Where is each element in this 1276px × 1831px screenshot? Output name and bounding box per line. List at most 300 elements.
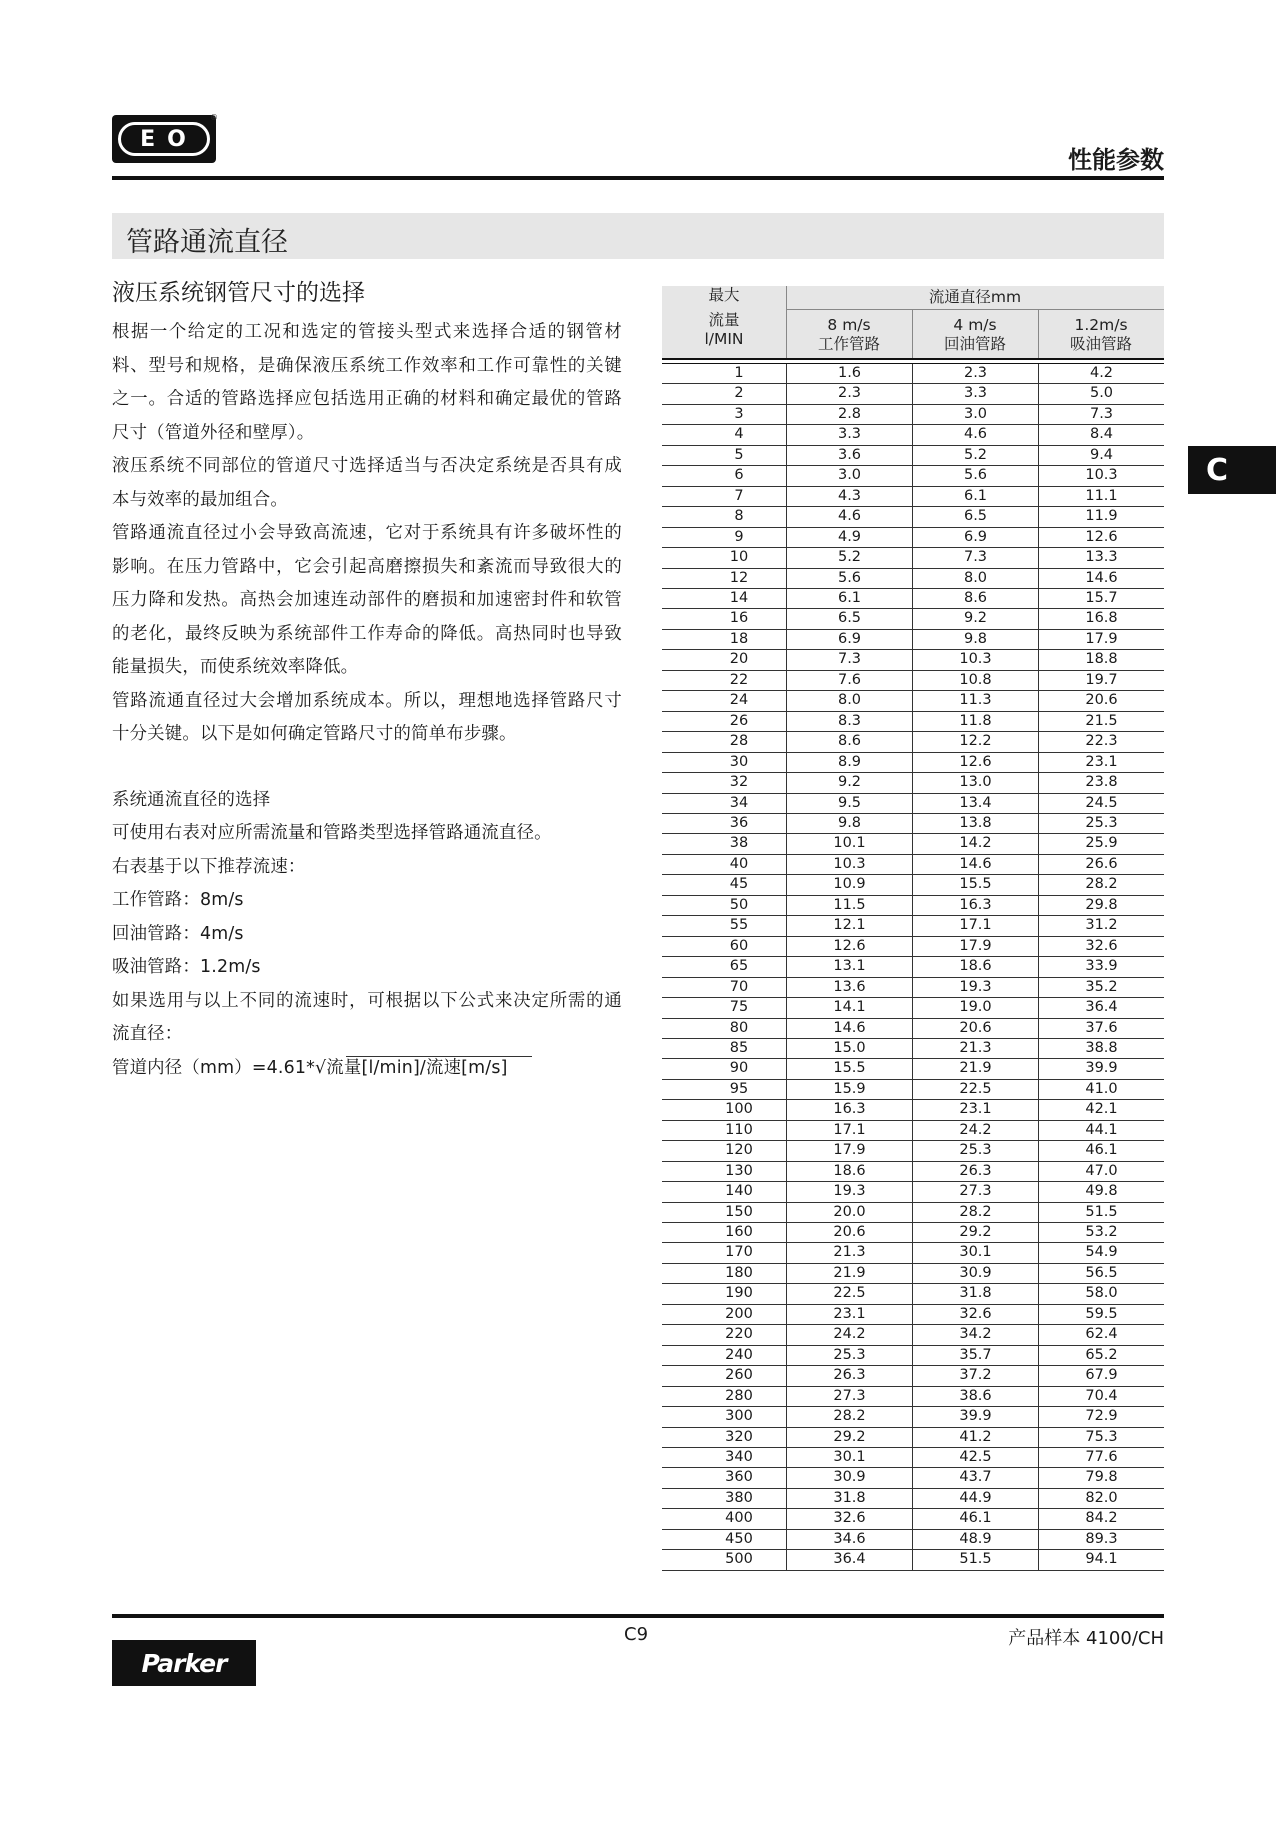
table-cell: 25.3 xyxy=(786,1346,912,1365)
table-cell: 450 xyxy=(725,1530,753,1547)
table-row xyxy=(662,753,1164,773)
table-cell: 160 xyxy=(725,1224,753,1241)
table-cell: 6.1 xyxy=(912,487,1038,506)
table-row xyxy=(662,384,1164,404)
table-row xyxy=(662,855,1164,875)
flow-diameter-table xyxy=(662,286,1164,1571)
table-row xyxy=(662,1182,1164,1202)
table-cell: 360 xyxy=(725,1469,753,1486)
table-cell: 33.9 xyxy=(1038,957,1164,976)
table-cell: 41.0 xyxy=(1038,1080,1164,1099)
table-cell: 47.0 xyxy=(1038,1162,1164,1181)
table-cell: 110 xyxy=(725,1121,753,1138)
table-cell: 9.4 xyxy=(1038,446,1164,465)
table-cell: 26.3 xyxy=(912,1162,1038,1181)
header-cell-suction xyxy=(1038,316,1164,354)
table-row xyxy=(662,364,1164,384)
table-cell: 8 xyxy=(734,508,744,525)
header-cell-work xyxy=(786,316,912,354)
table-cell: 36 xyxy=(729,814,749,831)
table-cell: 300 xyxy=(725,1408,753,1425)
table-row xyxy=(662,834,1164,854)
table-cell: 8.9 xyxy=(786,753,912,772)
table-cell: 84.2 xyxy=(1038,1509,1164,1528)
table-cell: 31.8 xyxy=(786,1489,912,1508)
table-cell: 5.6 xyxy=(786,569,912,588)
table-row xyxy=(662,1366,1164,1386)
table-cell: 8.6 xyxy=(912,589,1038,608)
table-row xyxy=(662,814,1164,834)
table-cell: 9.2 xyxy=(912,609,1038,628)
table-row xyxy=(662,1489,1164,1509)
table-cell: 3.3 xyxy=(912,384,1038,403)
table-cell: 34.6 xyxy=(786,1530,912,1549)
table-row xyxy=(662,446,1164,466)
registered-mark: ® xyxy=(210,113,218,122)
table-cell: 380 xyxy=(725,1489,753,1506)
table-row xyxy=(662,794,1164,814)
table-cell: 13.0 xyxy=(912,773,1038,792)
table-cell: 220 xyxy=(725,1326,753,1343)
header-divider xyxy=(786,309,1164,310)
table-cell: 20.0 xyxy=(786,1203,912,1222)
table-cell: 5.2 xyxy=(786,548,912,567)
table-row xyxy=(662,1550,1164,1570)
paragraph: 根据一个给定的工况和选定的管接头型式来选择合适的钢管材料、型号和规格，是确保液压系统工作效率和工作可靠性的关键之一。合适的管路选择应包括选用正确的材料和确定最优的管路尺寸（管道外径和壁厚）。 xyxy=(112,322,622,443)
table-cell: 16.3 xyxy=(912,896,1038,915)
table-cell: 82.0 xyxy=(1038,1489,1164,1508)
eo-logo-mark xyxy=(118,122,210,156)
table-cell: 28.2 xyxy=(786,1407,912,1426)
table-row xyxy=(662,712,1164,732)
table-row xyxy=(662,1243,1164,1263)
table-row xyxy=(662,1407,1164,1427)
page-category-title: 性能参数 xyxy=(1068,146,1164,174)
table-row xyxy=(662,1530,1164,1550)
paragraph: 管路流通直径过大会增加系统成本。所以，理想地选择管路尺寸十分关键。以下是如何确定管路尺寸的简单布步骤。 xyxy=(112,690,622,744)
table-cell: 20.6 xyxy=(786,1223,912,1242)
header-text: 1.2m/s xyxy=(1074,316,1128,334)
table-cell: 42.5 xyxy=(912,1448,1038,1467)
table-cell: 14.6 xyxy=(912,855,1038,874)
table-cell: 20.6 xyxy=(912,1019,1038,1038)
table-row xyxy=(662,1509,1164,1529)
table-cell: 56.5 xyxy=(1038,1264,1164,1283)
table-cell: 31.2 xyxy=(1038,916,1164,935)
table-row xyxy=(662,773,1164,793)
table-cell: 150 xyxy=(725,1203,753,1220)
table-cell: 62.4 xyxy=(1038,1325,1164,1344)
table-cell: 89.3 xyxy=(1038,1530,1164,1549)
table-row xyxy=(662,671,1164,691)
radical-bar xyxy=(346,1056,532,1057)
table-cell: 12 xyxy=(729,569,749,586)
table-cell: 11.3 xyxy=(912,691,1038,710)
table-cell: 41.2 xyxy=(912,1428,1038,1447)
footer-divider xyxy=(112,1614,1164,1618)
table-cell: 39.9 xyxy=(912,1407,1038,1426)
table-cell: 170 xyxy=(725,1244,753,1261)
table-row xyxy=(662,957,1164,977)
table-cell: 9.8 xyxy=(912,630,1038,649)
table-cell: 1 xyxy=(734,365,744,381)
table-cell: 23.1 xyxy=(1038,753,1164,772)
table-cell: 10.3 xyxy=(786,855,912,874)
table-cell: 32.6 xyxy=(912,1305,1038,1324)
table-row xyxy=(662,1346,1164,1366)
table-cell: 53.2 xyxy=(1038,1223,1164,1242)
table-cell: 13.6 xyxy=(786,978,912,997)
table-cell: 11.9 xyxy=(1038,507,1164,526)
table-cell: 18.8 xyxy=(1038,650,1164,669)
table-cell: 19.3 xyxy=(786,1182,912,1201)
table-cell: 5 xyxy=(734,446,744,463)
table-cell: 49.8 xyxy=(1038,1182,1164,1201)
table-cell: 12.2 xyxy=(912,732,1038,751)
table-cell: 6.9 xyxy=(912,528,1038,547)
table-cell: 17.9 xyxy=(912,937,1038,956)
text-line: 吸油管路：1.2m/s xyxy=(112,957,261,977)
table-cell: 15.9 xyxy=(786,1080,912,1099)
table-cell: 30.9 xyxy=(786,1468,912,1487)
table-cell: 5.0 xyxy=(1038,384,1164,403)
table-row xyxy=(662,916,1164,936)
table-cell: 40 xyxy=(729,855,749,872)
table-cell: 17.1 xyxy=(912,916,1038,935)
table-cell: 46.1 xyxy=(912,1509,1038,1528)
table-cell: 37.6 xyxy=(1038,1019,1164,1038)
table-cell: 44.9 xyxy=(912,1489,1038,1508)
table-cell: 5.2 xyxy=(912,446,1038,465)
table-cell: 6.5 xyxy=(786,609,912,628)
table-cell: 10.9 xyxy=(786,875,912,894)
table-row xyxy=(662,1080,1164,1100)
table-cell: 140 xyxy=(725,1183,753,1200)
table-cell: 26.3 xyxy=(786,1366,912,1385)
table-cell: 10.1 xyxy=(786,834,912,853)
table-cell: 4.3 xyxy=(786,487,912,506)
table-cell: 35.2 xyxy=(1038,978,1164,997)
table-cell: 65.2 xyxy=(1038,1346,1164,1365)
table-cell: 65 xyxy=(729,958,749,975)
table-cell: 9.5 xyxy=(786,794,912,813)
header-text: 工作管路 xyxy=(817,335,880,353)
table-cell: 180 xyxy=(725,1264,753,1281)
table-cell: 190 xyxy=(725,1285,753,1302)
table-cell: 3.3 xyxy=(786,425,912,444)
header-text: 回油管路 xyxy=(943,335,1006,353)
table-cell: 22.5 xyxy=(786,1284,912,1303)
table-cell: 6.5 xyxy=(912,507,1038,526)
table-cell: 3.0 xyxy=(912,405,1038,424)
table-cell: 500 xyxy=(725,1551,753,1568)
table-cell: 77.6 xyxy=(1038,1448,1164,1467)
header-divider xyxy=(112,176,1164,180)
table-cell: 31.8 xyxy=(912,1284,1038,1303)
formula-text: 管道内径（mm）=4.61*√流量[l/min]/流速[m/s] xyxy=(112,1057,508,1078)
table-cell: 11.1 xyxy=(1038,487,1164,506)
table-row xyxy=(662,691,1164,711)
table-row xyxy=(662,1019,1164,1039)
table-cell: 10 xyxy=(729,549,749,566)
table-cell: 24.2 xyxy=(786,1325,912,1344)
table-cell: 23.1 xyxy=(912,1100,1038,1119)
table-row xyxy=(662,1039,1164,1059)
table-row xyxy=(662,1428,1164,1448)
table-cell: 7.3 xyxy=(786,650,912,669)
table-cell: 44.1 xyxy=(1038,1121,1164,1140)
table-cell: 75 xyxy=(729,999,749,1016)
table-cell: 23.8 xyxy=(1038,773,1164,792)
eo-logo xyxy=(112,115,216,163)
table-cell: 25.9 xyxy=(1038,834,1164,853)
table-cell: 14.6 xyxy=(1038,569,1164,588)
table-row xyxy=(662,589,1164,609)
table-cell: 9.2 xyxy=(786,773,912,792)
header-cell-return xyxy=(912,316,1038,354)
table-row xyxy=(662,978,1164,998)
table-cell: 30.1 xyxy=(786,1448,912,1467)
section-bar xyxy=(112,213,1164,259)
table-cell: 51.5 xyxy=(912,1550,1038,1569)
table-row xyxy=(662,1162,1164,1182)
table-row xyxy=(662,1141,1164,1161)
table-cell: 24.2 xyxy=(912,1121,1038,1140)
table-row xyxy=(662,1325,1164,1345)
table-cell: 25.3 xyxy=(912,1141,1038,1160)
table-cell: 20 xyxy=(729,651,749,668)
table-cell: 11.8 xyxy=(912,712,1038,731)
header-group: 流通直径mm xyxy=(928,288,1022,306)
table-cell: 13.8 xyxy=(912,814,1038,833)
table-cell: 4 xyxy=(734,426,744,443)
table-row xyxy=(662,1305,1164,1325)
table-cell: 8.3 xyxy=(786,712,912,731)
table-cell: 14.2 xyxy=(912,834,1038,853)
table-row xyxy=(662,528,1164,548)
table-cell: 3.0 xyxy=(786,466,912,485)
table-cell: 80 xyxy=(729,1019,749,1036)
table-cell: 13.4 xyxy=(912,794,1038,813)
table-cell: 16.8 xyxy=(1038,609,1164,628)
table-row xyxy=(662,937,1164,957)
table-cell: 10.3 xyxy=(912,650,1038,669)
table-cell: 29.2 xyxy=(786,1428,912,1447)
table-cell: 26.6 xyxy=(1038,855,1164,874)
table-cell: 67.9 xyxy=(1038,1366,1164,1385)
table-cell: 7.6 xyxy=(786,671,912,690)
table-cell: 4.2 xyxy=(1038,364,1164,383)
table-cell: 95 xyxy=(729,1080,749,1097)
eo-logo-letter-o: O xyxy=(167,126,188,152)
table-cell: 13.3 xyxy=(1038,548,1164,567)
body-heading: 液压系统钢管尺寸的选择 xyxy=(112,280,365,306)
table-cell: 14.6 xyxy=(786,1019,912,1038)
table-cell: 16.3 xyxy=(786,1100,912,1119)
table-cell: 27.3 xyxy=(786,1387,912,1406)
table-cell: 15.0 xyxy=(786,1039,912,1058)
table-cell: 18.6 xyxy=(786,1162,912,1181)
table-cell: 280 xyxy=(725,1387,753,1404)
table-cell: 17.9 xyxy=(1038,630,1164,649)
table-cell: 100 xyxy=(725,1101,753,1118)
table-cell: 21.5 xyxy=(1038,712,1164,731)
table-row xyxy=(662,1284,1164,1304)
table-cell: 32.6 xyxy=(1038,937,1164,956)
table-cell: 60 xyxy=(729,937,749,954)
table-cell: 15.5 xyxy=(786,1059,912,1078)
table-cell: 18 xyxy=(729,630,749,647)
table-cell: 94.1 xyxy=(1038,1550,1164,1569)
section-title: 管路通流直径 xyxy=(126,227,288,258)
header-text: 4 m/s xyxy=(953,316,997,334)
table-body xyxy=(662,364,1164,1571)
table-cell: 34 xyxy=(729,794,749,811)
table-cell: 3 xyxy=(734,405,744,422)
table-cell: 14 xyxy=(729,589,749,606)
table-cell: 8.0 xyxy=(912,569,1038,588)
table-row xyxy=(662,1264,1164,1284)
table-cell: 16 xyxy=(729,610,749,627)
table-cell: 23.1 xyxy=(786,1305,912,1324)
table-row xyxy=(662,1223,1164,1243)
table-cell: 21.3 xyxy=(786,1243,912,1262)
table-cell: 22.3 xyxy=(1038,732,1164,751)
table-cell: 9.8 xyxy=(786,814,912,833)
table-row xyxy=(662,650,1164,670)
table-cell: 10.3 xyxy=(1038,466,1164,485)
table-cell: 130 xyxy=(725,1162,753,1179)
table-cell: 15.5 xyxy=(912,875,1038,894)
table-cell: 2.3 xyxy=(786,384,912,403)
table-cell: 10.8 xyxy=(912,671,1038,690)
table-cell: 35.7 xyxy=(912,1346,1038,1365)
table-cell: 2.3 xyxy=(912,364,1038,383)
paragraph: 液压系统不同部位的管道尺寸选择适当与否决定系统是否具有成本与效率的最加组合。 xyxy=(112,456,622,510)
table-cell: 75.3 xyxy=(1038,1428,1164,1447)
table-row xyxy=(662,1387,1164,1407)
table-cell: 8.6 xyxy=(786,732,912,751)
table-cell: 58.0 xyxy=(1038,1284,1164,1303)
table-cell: 36.4 xyxy=(786,1550,912,1569)
table-cell: 400 xyxy=(725,1510,753,1527)
table-row xyxy=(662,507,1164,527)
table-row xyxy=(662,732,1164,752)
table-row xyxy=(662,548,1164,568)
text-line: 如果选用与以上不同的流速时，可根据以下公式来决定所需的通流直径： xyxy=(112,990,622,1044)
table-row xyxy=(662,1059,1164,1079)
table-cell: 5.6 xyxy=(912,466,1038,485)
table-cell: 70 xyxy=(729,978,749,995)
table-cell: 45 xyxy=(729,876,749,893)
table-cell: 14.1 xyxy=(786,998,912,1017)
table-row xyxy=(662,1100,1164,1120)
table-cell: 34.2 xyxy=(912,1325,1038,1344)
table-cell: 7.3 xyxy=(912,548,1038,567)
table-cell: 17.1 xyxy=(786,1121,912,1140)
table-cell: 38.6 xyxy=(912,1387,1038,1406)
eo-logo-letter-e: E xyxy=(140,126,158,152)
table-cell: 24 xyxy=(729,692,749,709)
text-line: 回油管路：4m/s xyxy=(112,923,244,944)
catalog-number: 产品样本 4100/CH xyxy=(1008,1628,1164,1649)
table-cell: 320 xyxy=(725,1428,753,1445)
table-cell: 12.6 xyxy=(912,753,1038,772)
table-cell: 50 xyxy=(729,896,749,913)
formula xyxy=(112,1052,508,1086)
table-cell: 32.6 xyxy=(786,1509,912,1528)
table-cell: 70.4 xyxy=(1038,1387,1164,1406)
header-text: 吸油管路 xyxy=(1069,335,1132,353)
table-cell: 21.9 xyxy=(786,1264,912,1283)
table-row xyxy=(662,1121,1164,1141)
table-cell: 1.6 xyxy=(786,364,912,383)
table-cell: 48.9 xyxy=(912,1530,1038,1549)
parker-logo: Parker xyxy=(112,1640,256,1686)
body-text xyxy=(112,276,622,1085)
table-cell: 85 xyxy=(729,1039,749,1056)
table-cell: 6.1 xyxy=(786,589,912,608)
table-row xyxy=(662,896,1164,916)
table-cell: 27.3 xyxy=(912,1182,1038,1201)
table-cell: 55 xyxy=(729,917,749,934)
table-cell: 21.9 xyxy=(912,1059,1038,1078)
table-cell: 29.2 xyxy=(912,1223,1038,1242)
table-row xyxy=(662,609,1164,629)
header-text: l/MIN xyxy=(704,330,744,348)
table-row xyxy=(662,487,1164,507)
table-cell: 120 xyxy=(725,1142,753,1159)
table-cell: 18.6 xyxy=(912,957,1038,976)
table-cell: 17.9 xyxy=(786,1141,912,1160)
header-text: 8 m/s xyxy=(827,316,871,334)
table-cell: 7 xyxy=(734,487,744,504)
table-cell: 36.4 xyxy=(1038,998,1164,1017)
table-cell: 6 xyxy=(734,467,744,484)
table-cell: 200 xyxy=(725,1305,753,1322)
table-cell: 59.5 xyxy=(1038,1305,1164,1324)
table-cell: 28.2 xyxy=(912,1203,1038,1222)
chapter-tab: C xyxy=(1188,446,1276,494)
table-cell: 28.2 xyxy=(1038,875,1164,894)
table-cell: 4.9 xyxy=(786,528,912,547)
table-cell: 13.1 xyxy=(786,957,912,976)
table-row xyxy=(662,875,1164,895)
table-cell: 43.7 xyxy=(912,1468,1038,1487)
table-cell: 4.6 xyxy=(786,507,912,526)
table-cell: 25.3 xyxy=(1038,814,1164,833)
table-cell: 21.3 xyxy=(912,1039,1038,1058)
table-cell: 51.5 xyxy=(1038,1203,1164,1222)
table-cell: 240 xyxy=(725,1346,753,1363)
table-cell: 30.9 xyxy=(912,1264,1038,1283)
table-cell: 90 xyxy=(729,1060,749,1077)
table-cell: 28 xyxy=(729,733,749,750)
table-cell: 42.1 xyxy=(1038,1100,1164,1119)
table-cell: 19.3 xyxy=(912,978,1038,997)
table-row xyxy=(662,1468,1164,1488)
table-cell: 19.7 xyxy=(1038,671,1164,690)
header-rule xyxy=(662,358,1164,360)
table-cell: 2.8 xyxy=(786,405,912,424)
table-cell: 340 xyxy=(725,1449,753,1466)
table-cell: 39.9 xyxy=(1038,1059,1164,1078)
table-cell: 54.9 xyxy=(1038,1243,1164,1262)
header-text: 流量 xyxy=(708,311,740,329)
table-cell: 6.9 xyxy=(786,630,912,649)
table-cell: 9 xyxy=(734,528,744,545)
table-cell: 22.5 xyxy=(912,1080,1038,1099)
